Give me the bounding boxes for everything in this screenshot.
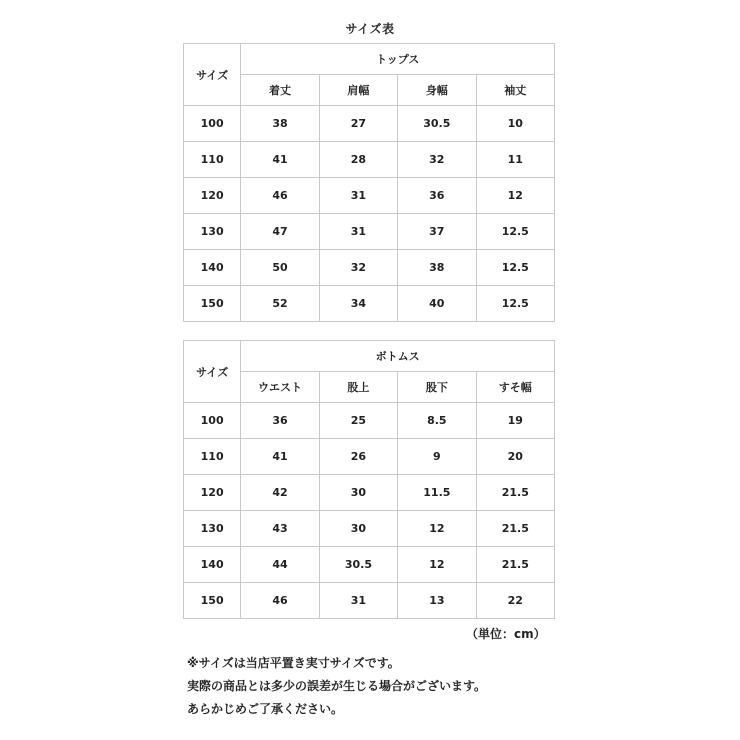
table-row bbox=[184, 403, 555, 439]
size-cell: 110 bbox=[184, 439, 241, 475]
note-line: 実際の商品とは多少の誤差が生じる場合がございます。 bbox=[187, 679, 487, 693]
value-cell: 38 bbox=[398, 250, 476, 286]
value-cell: 11 bbox=[476, 142, 554, 178]
column-header: 袖丈 bbox=[476, 75, 554, 106]
value-cell: 9 bbox=[398, 439, 476, 475]
value-cell: 21.5 bbox=[476, 475, 554, 511]
value-cell: 52 bbox=[241, 286, 319, 322]
table-row bbox=[184, 286, 555, 322]
value-cell: 46 bbox=[241, 583, 319, 619]
value-cell: 21.5 bbox=[476, 511, 554, 547]
value-cell: 20 bbox=[476, 439, 554, 475]
value-cell: 36 bbox=[241, 403, 319, 439]
tops-group-header: トップス bbox=[241, 44, 555, 75]
column-header: 着丈 bbox=[241, 75, 319, 106]
note-line: あらかじめご了承ください。 bbox=[187, 702, 344, 716]
size-cell: 150 bbox=[184, 583, 241, 619]
disclaimer-notes bbox=[187, 652, 486, 721]
value-cell: 30 bbox=[319, 475, 397, 511]
value-cell: 44 bbox=[241, 547, 319, 583]
size-cell: 130 bbox=[184, 511, 241, 547]
column-header: 股下 bbox=[398, 372, 476, 403]
value-cell: 28 bbox=[319, 142, 397, 178]
size-header-cell: サイズ bbox=[184, 44, 241, 106]
size-cell: 140 bbox=[184, 250, 241, 286]
value-cell: 41 bbox=[241, 439, 319, 475]
value-cell: 13 bbox=[398, 583, 476, 619]
column-header: すそ幅 bbox=[476, 372, 554, 403]
size-cell: 100 bbox=[184, 403, 241, 439]
table-row bbox=[184, 439, 555, 475]
value-cell: 22 bbox=[476, 583, 554, 619]
table-row bbox=[184, 547, 555, 583]
table-row bbox=[184, 250, 555, 286]
value-cell: 12 bbox=[398, 511, 476, 547]
value-cell: 40 bbox=[398, 286, 476, 322]
value-cell: 11.5 bbox=[398, 475, 476, 511]
size-cell: 120 bbox=[184, 475, 241, 511]
size-cell: 100 bbox=[184, 106, 241, 142]
size-cell: 120 bbox=[184, 178, 241, 214]
table-row bbox=[184, 178, 555, 214]
column-header: 股上 bbox=[319, 372, 397, 403]
value-cell: 43 bbox=[241, 511, 319, 547]
value-cell: 42 bbox=[241, 475, 319, 511]
column-header: 肩幅 bbox=[319, 75, 397, 106]
bottoms-group-header: ボトムス bbox=[241, 341, 555, 372]
value-cell: 31 bbox=[319, 214, 397, 250]
value-cell: 30.5 bbox=[319, 547, 397, 583]
size-header-cell: サイズ bbox=[184, 341, 241, 403]
value-cell: 46 bbox=[241, 178, 319, 214]
value-cell: 37 bbox=[398, 214, 476, 250]
table-row bbox=[184, 583, 555, 619]
table-row bbox=[184, 214, 555, 250]
column-header: 身幅 bbox=[398, 75, 476, 106]
value-cell: 32 bbox=[398, 142, 476, 178]
tops-size-table bbox=[183, 43, 555, 322]
value-cell: 12 bbox=[476, 178, 554, 214]
value-cell: 47 bbox=[241, 214, 319, 250]
page-title: サイズ表 bbox=[345, 22, 395, 36]
value-cell: 26 bbox=[319, 439, 397, 475]
note-line: ※サイズは当店平置き実寸サイズです。 bbox=[187, 656, 400, 670]
value-cell: 21.5 bbox=[476, 547, 554, 583]
column-header: ウエスト bbox=[241, 372, 319, 403]
value-cell: 30 bbox=[319, 511, 397, 547]
value-cell: 50 bbox=[241, 250, 319, 286]
value-cell: 30.5 bbox=[398, 106, 476, 142]
value-cell: 12.5 bbox=[476, 214, 554, 250]
table-row bbox=[184, 106, 555, 142]
value-cell: 12.5 bbox=[476, 250, 554, 286]
value-cell: 12.5 bbox=[476, 286, 554, 322]
value-cell: 19 bbox=[476, 403, 554, 439]
value-cell: 34 bbox=[319, 286, 397, 322]
size-cell: 110 bbox=[184, 142, 241, 178]
value-cell: 10 bbox=[476, 106, 554, 142]
table-row bbox=[184, 511, 555, 547]
table-row bbox=[184, 142, 555, 178]
value-cell: 31 bbox=[319, 178, 397, 214]
size-cell: 150 bbox=[184, 286, 241, 322]
value-cell: 36 bbox=[398, 178, 476, 214]
unit-note: （単位：cm） bbox=[466, 627, 546, 641]
value-cell: 32 bbox=[319, 250, 397, 286]
size-cell: 140 bbox=[184, 547, 241, 583]
size-cell: 130 bbox=[184, 214, 241, 250]
value-cell: 31 bbox=[319, 583, 397, 619]
value-cell: 12 bbox=[398, 547, 476, 583]
value-cell: 8.5 bbox=[398, 403, 476, 439]
value-cell: 27 bbox=[319, 106, 397, 142]
table-row bbox=[184, 475, 555, 511]
value-cell: 25 bbox=[319, 403, 397, 439]
bottoms-size-table bbox=[183, 340, 555, 619]
value-cell: 41 bbox=[241, 142, 319, 178]
value-cell: 38 bbox=[241, 106, 319, 142]
